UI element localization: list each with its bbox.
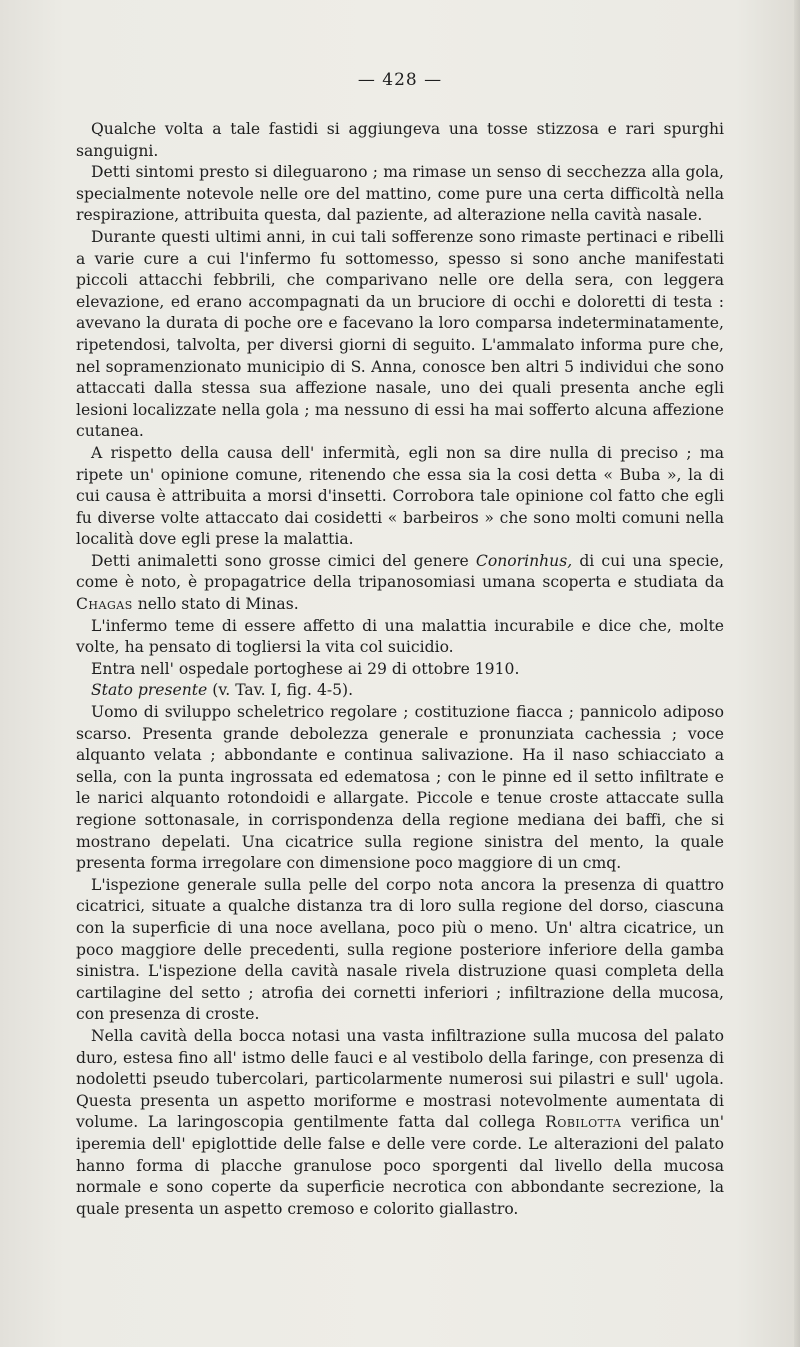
paragraph: Uomo di sviluppo scheletrico regolare ; costituzione fiacca ; pannicolo adiposo scarso. Presenta grande debolezza generale e pronunziata cachessia ; voce alquanto velata ; abbondante e continua salivazione. Ha il naso schiacciato a sella, con la punta ingrossata ed edematosa ; con le pinne ed il setto infiltrate e le narici alquanto rotondoidi e allargate. Piccole e tenue croste attaccate sulla regione sottonasale, in corrispondenza della regione mediana dei baffi, che si mostrano depelati. Una cicatrice sulla regione sinistra del mento, la quale presenta forma irregolare con dimensione poco maggiore di un cmq. [76,703,724,873]
section-heading: Stato presente [91,681,208,700]
paragraph: Entra nell' ospedale portoghese ai 29 di ottobre 1910. [91,659,520,678]
paragraph: Detti animaletti sono grosse cimici del genere Conorinhus, di cui una specie, come è noto, è propagatrice della tripanosomiasi umana scoperta e studiata da Chagas nello stato di Minas. [76,551,724,614]
author-name: Chagas [76,595,133,614]
paragraph: L'ispezione generale sulla pelle del corpo nota ancora la presenza di quattro cicatrici, situate a qualche distanza tra di loro sulla regione del dorso, ciascuna con la superficie di una noce avellana, poco più o meno. Un' altra cicatrice, un poco maggiore delle precedenti, sulla regione posteriore inferiore della gamba sinistra. L'ispezione della cavità nasale rivela distruzione quasi completa della cartilagine del setto ; atrofia dei cornetti inferiori ; infiltrazione della mucosa, con presenza di croste. [76,875,724,1024]
author-name: Robilotta [545,1113,622,1132]
body-text [76,119,724,1220]
paragraph: Nella cavità della bocca notasi una vasta infiltrazione sulla mucosa del palato duro, estesa fino all' istmo delle fauci e al vestibolo della faringe, con presenza di nodoletti pseudo tubercolari, particolarmente numerosi sui pilastri e sull' ugola. Questa presenta un aspetto moriforme e mostrasi notevolmente aumentata di volume. La laringoscopia gentilmente fatta dal collega Robilotta verifica un' iperemia dell' epiglottide delle false e delle vere corde. Le alterazioni del palato hanno forma di placche granulose poco sporgenti dal livello della mucosa normale e sono coperte da superficie necrotica con abbondante secrezione, la quale presenta un aspetto cremoso e colorito giallastro. [76,1026,724,1218]
paragraph: L'infermo teme di essere affetto di una malattia incurabile e dice che, molte volte, ha pensato di togliersi la vita col suicidio. [76,616,724,657]
paragraph: Qualche volta a tale fastidi si aggiungeva una tosse stizzosa e rari spurghi sanguigni. [76,120,724,160]
genus-name: Conorinhus, [475,551,573,570]
paragraph: Stato presente (v. Tav. I, fig. 4-5). [91,681,354,700]
paragraph: Durante questi ultimi anni, in cui tali sofferenze sono rimaste pertinaci e ribelli a varie cure a cui l'infermo fu sottomesso, spesso si sono anche manifestati piccoli attacchi febbrili, che comparivano nelle ore della sera, con leggera elevazione, ed erano accompagnati da un bruciore di occhi e doloretti di testa : avevano la durata di poche ore e facevano la loro comparsa indeterminatamente, ripetendosi, talvolta, per diversi giorni di seguito. L'ammalato informa pure che, nel sopramenzionato municipio di S. Anna, conosce ben altri 5 individui che sono attaccati dalla stessa sua affezione nasale, uno dei quali presenta anche egli lesioni localizzate nella gola ; ma nessuno di essi ha mai sofferto alcuna affezione cutanea. [76,227,724,441]
page-number: — 428 — [357,70,443,90]
paragraph: Detti sintomi presto si dileguarono ; ma rimase un senso di secchezza alla gola, specialmente notevole nelle ore del mattino, come pure una certa difficoltà nella respirazione, attribuita questa, dal paziente, ad alterazione nella cavità nasale. [76,163,724,225]
page-edge [794,0,800,1347]
paragraph: A rispetto della causa dell' infermità, egli non sa dire nulla di preciso ; ma ripete un' opinione comune, ritenendo che essa sia la cosi detta « Buba », la di cui causa è attribuita a morsi d'insetti. Corrobora tale opinione col fatto che egli fu diverse volte attaccato dai cosidetti « barbeiros » che sono molti comuni nella località dove egli prese la malattia. [76,443,724,549]
